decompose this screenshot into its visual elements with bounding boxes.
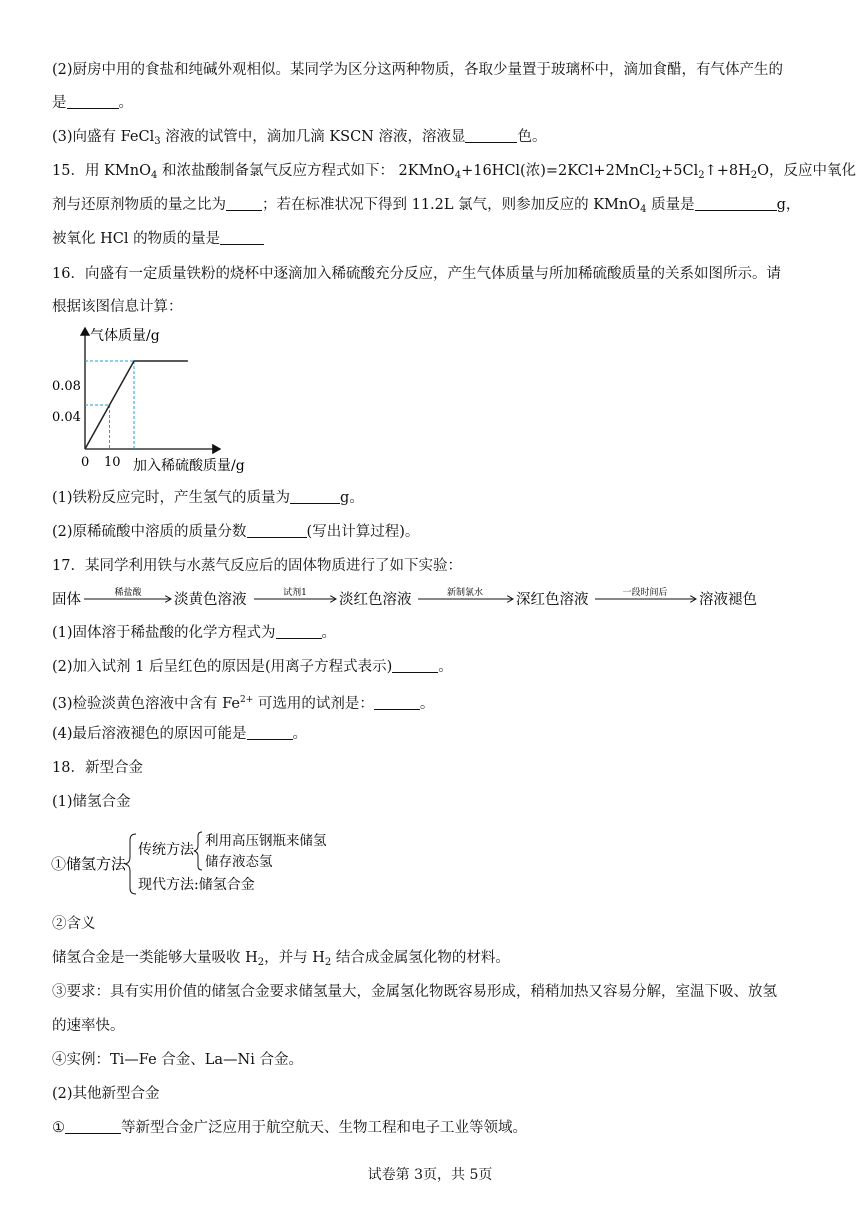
- q15-line2: 剂与还原剂物质的量之比为 ；若在标准状况下得到 11.2L 氯气，则参加反应的 KMnO$_4$ 质量是 g，: [52, 197, 801, 215]
- answer-blank[interactable]: [392, 658, 438, 673]
- answer-blank[interactable]: [247, 523, 307, 538]
- q16-part1: (1)铁粉反应完时，产生氢气的质量为 g。: [52, 490, 364, 506]
- answer-blank[interactable]: [276, 624, 322, 639]
- flow-step: 淡红色溶液: [339, 592, 412, 608]
- q14-part3: (3)向盛有 FeCl$_3$ 溶液的试管中，滴加几滴 KSCN 溶液，溶液显 色。: [52, 129, 547, 147]
- diagram-root: ①储氢方法: [51, 855, 127, 873]
- diagram-trad: 传统方法: [138, 842, 194, 858]
- answer-blank[interactable]: [67, 94, 119, 109]
- x-tick-label: 0: [81, 455, 90, 470]
- q18-requirement-line1: ③要求：具有实用价值的储氢合金要求储氢量大，金属氢化物既容易形成，稍稍加热又容易分解，室温下吸、放氢: [52, 984, 777, 1000]
- q16-line1: 16．向盛有一定质量铁粉的烧杯中逐滴加入稀硫酸充分反应，产生气体质量与所加稀硫酸质量的关系如图所示。请: [52, 266, 781, 282]
- q17-part1: (1)固体溶于稀盐酸的化学方程式为 。: [52, 625, 337, 641]
- answer-blank[interactable]: [226, 196, 262, 211]
- q17-part2: (2)加入试剂 1 后呈红色的原因是(用离子方程式表示) 。: [52, 659, 453, 675]
- q18-example: ④实例：Ti—Fe 合金、La—Ni 合金。: [52, 1052, 303, 1068]
- y-axis-label: 气体质量/g: [90, 328, 160, 344]
- q18-sub2: (2)其他新型合金: [52, 1086, 160, 1102]
- q16-line2: 根据该图信息计算：: [52, 299, 183, 315]
- answer-blank[interactable]: [220, 230, 264, 245]
- x-tick-label: 10: [104, 455, 121, 470]
- answer-blank[interactable]: [374, 695, 420, 710]
- page-footer: 试卷第 3页，共 5页: [367, 1167, 493, 1183]
- hydrogen-storage-diagram: [48, 826, 368, 900]
- y-tick-label: 0.08: [52, 379, 81, 394]
- flow-step: 淡黄色溶液: [174, 592, 247, 608]
- q18-title: 18．新型合金: [52, 760, 143, 776]
- answer-blank[interactable]: [695, 196, 777, 211]
- q15-line3: 被氧化 HCl 的物质的量是: [52, 229, 264, 249]
- q15-line1: 15．用 KMnO$_4$ 和浓盐酸制备氯气反应方程式如下： 2KMnO$_4$+16HCl(浓)$=2KCl+2MnCl_2+5Cl_2↑+8H_2O$，反应中氧化: [52, 163, 857, 181]
- diagram-modern: 现代方法:储氢合金: [138, 877, 255, 893]
- diagram-trad-a: 利用高压钢瓶来储氢: [205, 833, 327, 849]
- flow-reagent: 一段时间后: [622, 588, 668, 598]
- reaction-flow: [50, 584, 810, 614]
- gas-mass-chart: [40, 320, 280, 480]
- answer-blank[interactable]: [65, 1119, 121, 1134]
- answer-blank[interactable]: [247, 725, 293, 740]
- q18-sub1: (1)储氢合金: [52, 794, 131, 810]
- q18-meaning: 储氢合金是一类能够大量吸收 $H_2$，并与 $H_2$ 结合成金属氢化物的材料。: [52, 950, 510, 968]
- q14-part2-line2: 是 。: [52, 95, 133, 111]
- flow-reagent: 试剂1: [283, 588, 307, 598]
- answer-blank[interactable]: [465, 128, 517, 143]
- q18-other: ① 等新型合金广泛应用于航空航天、生物工程和电子工业等领域。: [52, 1120, 527, 1136]
- q14-part2-line1: (2)厨房中用的食盐和纯碱外观相似。某同学为区分这两种物质，各取少量置于玻璃杯中，滴加食醋，有气体产生的: [52, 62, 784, 78]
- flow-reagent: 稀盐酸: [114, 588, 142, 598]
- flow-step: 深红色溶液: [516, 592, 589, 608]
- flow-step: 溶液褪色: [699, 592, 757, 608]
- q18-requirement-line2: 的速率快。: [52, 1018, 125, 1034]
- answer-blank[interactable]: [290, 489, 340, 504]
- q17-part3: (3)检验淡黄色溶液中含有 $Fe^{2+}$ 可选用的试剂是： 。: [52, 695, 435, 712]
- q17-line1: 17．某同学利用铁与水蒸气反应后的固体物质进行了如下实验：: [52, 558, 462, 574]
- diagram-trad-b: 储存液态氢: [205, 854, 273, 870]
- q18-meaning-title: ②含义: [52, 916, 96, 932]
- y-tick-label: 0.04: [52, 410, 81, 425]
- brace: [194, 832, 202, 870]
- q16-part2: (2)原稀硫酸中溶质的质量分数 (写出计算过程)。: [52, 524, 420, 540]
- flow-reagent: 新制氯水: [446, 588, 484, 598]
- brace: [125, 834, 136, 894]
- flow-step: 固体: [52, 592, 81, 608]
- x-axis-label: 加入稀硫酸质量/g: [133, 458, 245, 474]
- q17-part4: (4)最后溶液褪色的原因可能是 。: [52, 726, 308, 742]
